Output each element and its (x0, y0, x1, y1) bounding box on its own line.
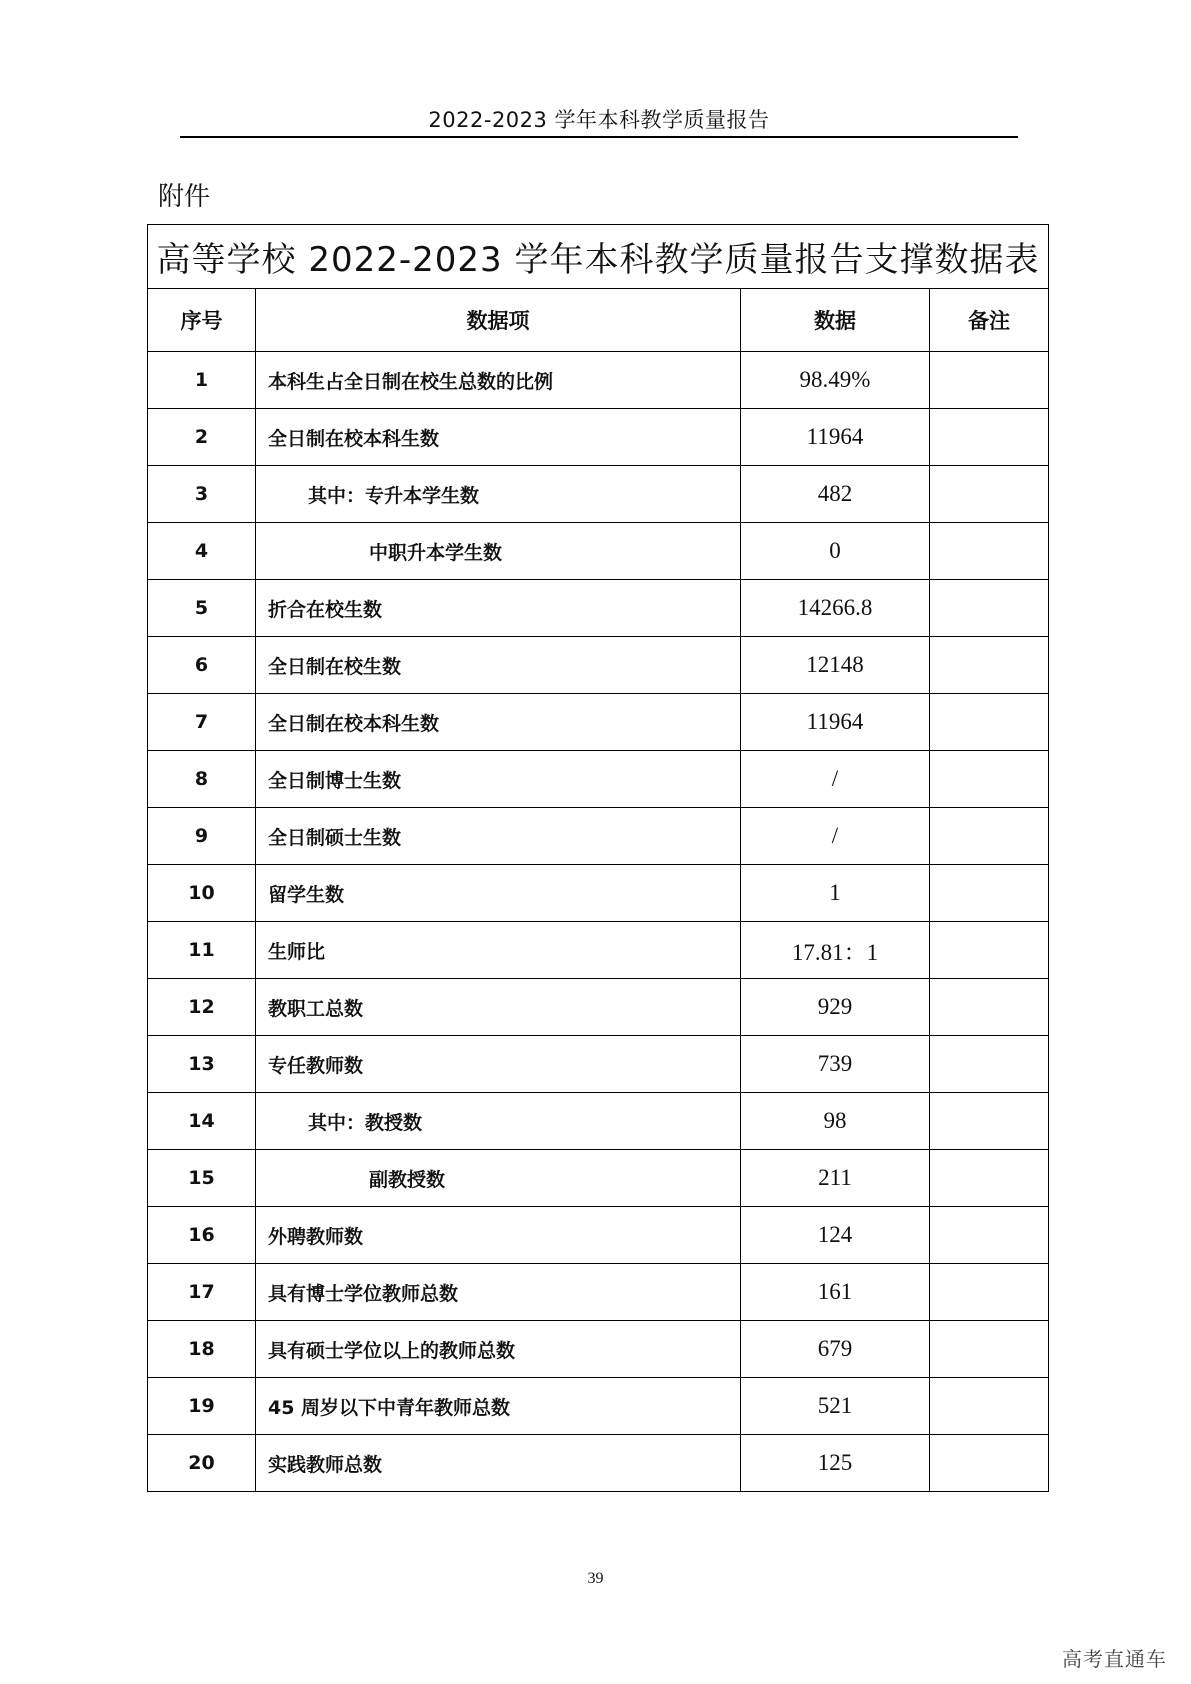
header-divider (180, 136, 1018, 138)
attachment-label: 附件 (158, 182, 211, 212)
row-item: 其中：专升本学生数 (256, 466, 741, 523)
row-item: 中职升本学生数 (256, 523, 741, 580)
row-note (930, 1264, 1049, 1321)
watermark-text: 高考直通车 (1062, 1647, 1167, 1671)
row-number: 9 (148, 808, 256, 865)
row-note (930, 1207, 1049, 1264)
row-item: 生师比 (256, 922, 741, 979)
table-row (148, 694, 1049, 751)
table-row (148, 580, 1049, 637)
row-note (930, 751, 1049, 808)
row-note (930, 694, 1049, 751)
row-number: 18 (148, 1321, 256, 1378)
row-number: 3 (148, 466, 256, 523)
row-number: 17 (148, 1264, 256, 1321)
row-note (930, 352, 1049, 409)
row-note (930, 979, 1049, 1036)
row-item: 其中：教授数 (256, 1093, 741, 1150)
row-note (930, 1093, 1049, 1150)
row-value: 12148 (741, 637, 930, 694)
row-item: 外聘教师数 (256, 1207, 741, 1264)
row-value: 161 (741, 1264, 930, 1321)
row-number: 13 (148, 1036, 256, 1093)
row-value: 11964 (741, 694, 930, 751)
row-value: / (741, 808, 930, 865)
table-row (148, 352, 1049, 409)
row-value: 125 (741, 1435, 930, 1492)
table-title-row (148, 225, 1049, 289)
row-item: 45 周岁以下中青年教师总数 (256, 1378, 741, 1435)
row-note (930, 1378, 1049, 1435)
row-number: 2 (148, 409, 256, 466)
row-item: 教职工总数 (256, 979, 741, 1036)
table-title: 高等学校 2022-2023 学年本科教学质量报告支撑数据表 (148, 225, 1049, 289)
row-value: 1 (741, 865, 930, 922)
row-number: 7 (148, 694, 256, 751)
row-item: 具有硕士学位以上的教师总数 (256, 1321, 741, 1378)
row-number: 16 (148, 1207, 256, 1264)
row-item: 副教授数 (256, 1150, 741, 1207)
row-note (930, 1435, 1049, 1492)
support-data-table (147, 224, 1049, 1492)
row-note (930, 865, 1049, 922)
row-note (930, 1150, 1049, 1207)
row-item: 实践教师总数 (256, 1435, 741, 1492)
column-header-item: 数据项 (256, 289, 741, 352)
row-value: 679 (741, 1321, 930, 1378)
row-note (930, 523, 1049, 580)
row-number: 12 (148, 979, 256, 1036)
row-item: 全日制硕士生数 (256, 808, 741, 865)
row-value: 929 (741, 979, 930, 1036)
row-note (930, 409, 1049, 466)
row-value: 11964 (741, 409, 930, 466)
row-item: 留学生数 (256, 865, 741, 922)
row-number: 6 (148, 637, 256, 694)
row-item: 全日制在校生数 (256, 637, 741, 694)
row-number: 19 (148, 1378, 256, 1435)
row-value: / (741, 751, 930, 808)
table-row (148, 637, 1049, 694)
page-number: 39 (587, 1570, 604, 1587)
row-value: 17.81：1 (741, 922, 930, 979)
row-number: 4 (148, 523, 256, 580)
page-header-title: 2022-2023 学年本科教学质量报告 (428, 108, 770, 132)
table-row (148, 523, 1049, 580)
row-number: 5 (148, 580, 256, 637)
row-note (930, 580, 1049, 637)
row-note (930, 466, 1049, 523)
table-row (148, 1378, 1049, 1435)
row-note (930, 637, 1049, 694)
row-note (930, 808, 1049, 865)
row-number: 11 (148, 922, 256, 979)
row-item: 全日制在校本科生数 (256, 409, 741, 466)
table-row (148, 808, 1049, 865)
table-row (148, 1150, 1049, 1207)
row-value: 14266.8 (741, 580, 930, 637)
table-row (148, 1036, 1049, 1093)
row-item: 折合在校生数 (256, 580, 741, 637)
row-value: 0 (741, 523, 930, 580)
row-note (930, 922, 1049, 979)
row-number: 20 (148, 1435, 256, 1492)
table-row (148, 1207, 1049, 1264)
table-row (148, 865, 1049, 922)
row-number: 1 (148, 352, 256, 409)
row-item: 本科生占全日制在校生总数的比例 (256, 352, 741, 409)
table-row (148, 466, 1049, 523)
row-note (930, 1036, 1049, 1093)
column-header-number: 序号 (148, 289, 256, 352)
column-header-note: 备注 (930, 289, 1049, 352)
row-number: 10 (148, 865, 256, 922)
row-value: 124 (741, 1207, 930, 1264)
table-row (148, 409, 1049, 466)
row-number: 14 (148, 1093, 256, 1150)
row-value: 211 (741, 1150, 930, 1207)
table-row (148, 979, 1049, 1036)
row-value: 521 (741, 1378, 930, 1435)
table-header-row (148, 289, 1049, 352)
row-number: 8 (148, 751, 256, 808)
table-row (148, 1321, 1049, 1378)
row-value: 482 (741, 466, 930, 523)
table-row (148, 922, 1049, 979)
table-row (148, 1264, 1049, 1321)
row-value: 98.49% (741, 352, 930, 409)
row-item: 具有博士学位教师总数 (256, 1264, 741, 1321)
row-item: 全日制博士生数 (256, 751, 741, 808)
row-item: 专任教师数 (256, 1036, 741, 1093)
column-header-value: 数据 (741, 289, 930, 352)
row-value: 739 (741, 1036, 930, 1093)
row-number: 15 (148, 1150, 256, 1207)
table-row (148, 1093, 1049, 1150)
row-item: 全日制在校本科生数 (256, 694, 741, 751)
row-note (930, 1321, 1049, 1378)
table-row (148, 1435, 1049, 1492)
table-row (148, 751, 1049, 808)
row-value: 98 (741, 1093, 930, 1150)
